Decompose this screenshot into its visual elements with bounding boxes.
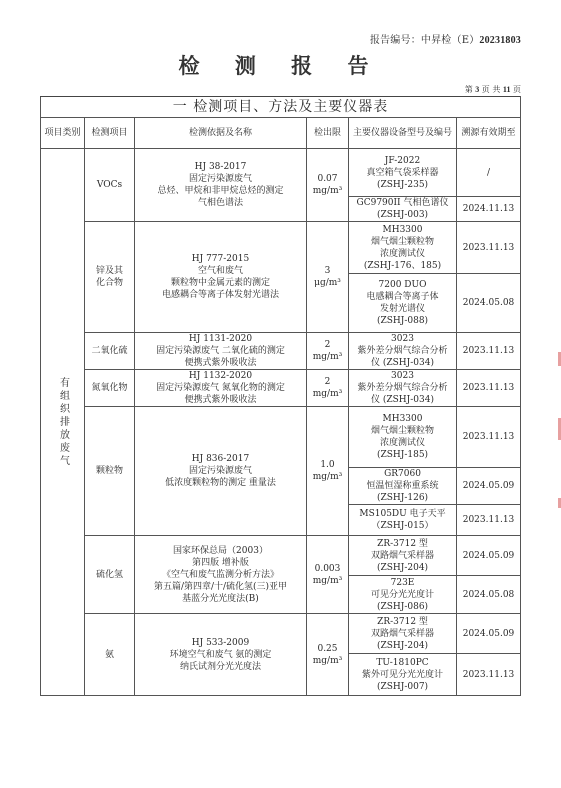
limit-cell: 3 μg/m³ bbox=[307, 222, 349, 333]
expiry-cell: 2024.05.09 bbox=[457, 614, 521, 654]
table-row bbox=[41, 149, 521, 197]
limit-cell: 2 mg/m³ bbox=[307, 370, 349, 407]
instrument-cell: MH3300 烟气烟尘颗粒物 浓度测试仪 (ZSHJ-185) bbox=[349, 407, 457, 468]
methods-table bbox=[40, 96, 521, 696]
col-expiry: 溯源有效期至 bbox=[457, 118, 521, 149]
report-number-label: 报告编号：中昇检（E） bbox=[369, 35, 480, 46]
expiry-cell: 2024.05.08 bbox=[457, 576, 521, 614]
expiry-cell: 2023.11.13 bbox=[457, 222, 521, 274]
method-cell: HJ 1132-2020 固定污染源废气 氮氧化物的测定 便携式紫外吸收法 bbox=[135, 370, 307, 407]
instrument-cell: ZR-3712 型 双路烟气采样器 (ZSHJ-204) bbox=[349, 536, 457, 576]
table-row bbox=[41, 222, 521, 274]
item-cell: 锌及其 化合物 bbox=[85, 222, 135, 333]
limit-cell: 2 mg/m³ bbox=[307, 333, 349, 370]
table-row bbox=[41, 407, 521, 468]
item-cell: 颗粒物 bbox=[85, 407, 135, 536]
method-cell: HJ 836-2017 固定污染源废气 低浓度颗粒物的测定 重量法 bbox=[135, 407, 307, 536]
table-row bbox=[41, 370, 521, 407]
expiry-cell: 2024.05.09 bbox=[457, 536, 521, 576]
expiry-cell: 2023.11.13 bbox=[457, 370, 521, 407]
page-mid: 页 共 bbox=[481, 85, 501, 94]
limit-cell: 0.07 mg/m³ bbox=[307, 149, 349, 222]
section-title: 一 检测项目、方法及主要仪器表 bbox=[41, 97, 521, 118]
col-method: 检测依据及名称 bbox=[135, 118, 307, 149]
report-number-value: 20231803 bbox=[479, 35, 521, 46]
limit-cell: 0.25 mg/m³ bbox=[307, 614, 349, 696]
item-cell: 氨 bbox=[85, 614, 135, 696]
limit-cell: 0.003 mg/m³ bbox=[307, 536, 349, 614]
instrument-cell: 7200 DUO 电感耦合等离子体 发射光谱仪 (ZSHJ-088) bbox=[349, 274, 457, 333]
expiry-cell: 2023.11.13 bbox=[457, 407, 521, 468]
col-item: 检测项目 bbox=[85, 118, 135, 149]
instrument-cell: GR7060 恒温恒湿称重系统 (ZSHJ-126) bbox=[349, 468, 457, 505]
page-number: 3 bbox=[475, 85, 480, 94]
item-cell: 硫化氢 bbox=[85, 536, 135, 614]
method-cell: HJ 777-2015 空气和废气 颗粒物中金属元素的测定 电感耦合等离子体发射光谱法 bbox=[135, 222, 307, 333]
instrument-cell: GC9790II 气相色谱仪 (ZSHJ-003) bbox=[349, 197, 457, 222]
instrument-cell: ZR-3712 型 双路烟气采样器 (ZSHJ-204) bbox=[349, 614, 457, 654]
col-limit: 检出限 bbox=[307, 118, 349, 149]
expiry-cell: 2024.05.08 bbox=[457, 274, 521, 333]
page-prefix: 第 bbox=[464, 85, 473, 94]
table-row bbox=[41, 333, 521, 370]
section-title-row bbox=[41, 97, 521, 118]
instrument-cell: 3023 紫外差分烟气综合分析 仪 (ZSHJ-034) bbox=[349, 370, 457, 407]
page-suffix: 页 bbox=[513, 85, 521, 94]
document-title: 检 测 报 告 bbox=[178, 53, 383, 78]
method-cell: HJ 533-2009 环境空气和废气 氨的测定 纳氏试剂分光光度法 bbox=[135, 614, 307, 696]
instrument-cell: JF-2022 真空箱气袋采样器 (ZSHJ-235) bbox=[349, 149, 457, 197]
instrument-cell: 3023 紫外差分烟气综合分析 仪 (ZSHJ-034) bbox=[349, 333, 457, 370]
item-cell: 二氧化硫 bbox=[85, 333, 135, 370]
expiry-cell: 2024.11.13 bbox=[457, 197, 521, 222]
expiry-cell: 2023.11.13 bbox=[457, 654, 521, 696]
instrument-cell: TU-1810PC 紫外可见分光光度计 (ZSHJ-007) bbox=[349, 654, 457, 696]
instrument-cell: MS105DU 电子天平 （ZSHJ-015） bbox=[349, 505, 457, 536]
item-cell: 氮氧化物 bbox=[85, 370, 135, 407]
col-instrument: 主要仪器设备型号及编号 bbox=[349, 118, 457, 149]
table-row bbox=[41, 536, 521, 576]
page-info bbox=[465, 84, 521, 95]
report-number bbox=[370, 31, 521, 46]
col-category: 项目类别 bbox=[41, 118, 85, 149]
expiry-cell: 2023.11.13 bbox=[457, 333, 521, 370]
header-row bbox=[41, 118, 521, 149]
expiry-cell: 2024.05.09 bbox=[457, 468, 521, 505]
page-total: 11 bbox=[502, 85, 511, 94]
category-label: 有组织排放废气 bbox=[57, 376, 69, 468]
table-row bbox=[41, 614, 521, 654]
limit-cell: 1.0 mg/m³ bbox=[307, 407, 349, 536]
expiry-cell: 2023.11.13 bbox=[457, 505, 521, 536]
method-cell: HJ 1131-2020 固定污染源废气 二氧化硫的测定 便携式紫外吸收法 bbox=[135, 333, 307, 370]
instrument-cell: 723E 可见分光光度计 (ZSHJ-086) bbox=[349, 576, 457, 614]
category-cell bbox=[41, 149, 85, 696]
expiry-cell: / bbox=[457, 149, 521, 197]
method-cell: HJ 38-2017 固定污染源废气 总烃、甲烷和非甲烷总烃的测定 气相色谱法 bbox=[135, 149, 307, 222]
method-cell: 国家环保总局（2003） 第四版 增补版 《空气和废气监测分析方法》 第五篇/第四章/十/硫化氢(三)亚甲 基蓝分光光度法(B) bbox=[135, 536, 307, 614]
item-cell: VOCs bbox=[85, 149, 135, 222]
instrument-cell: MH3300 烟气烟尘颗粒物 浓度测试仪 (ZSHJ-176、185) bbox=[349, 222, 457, 274]
